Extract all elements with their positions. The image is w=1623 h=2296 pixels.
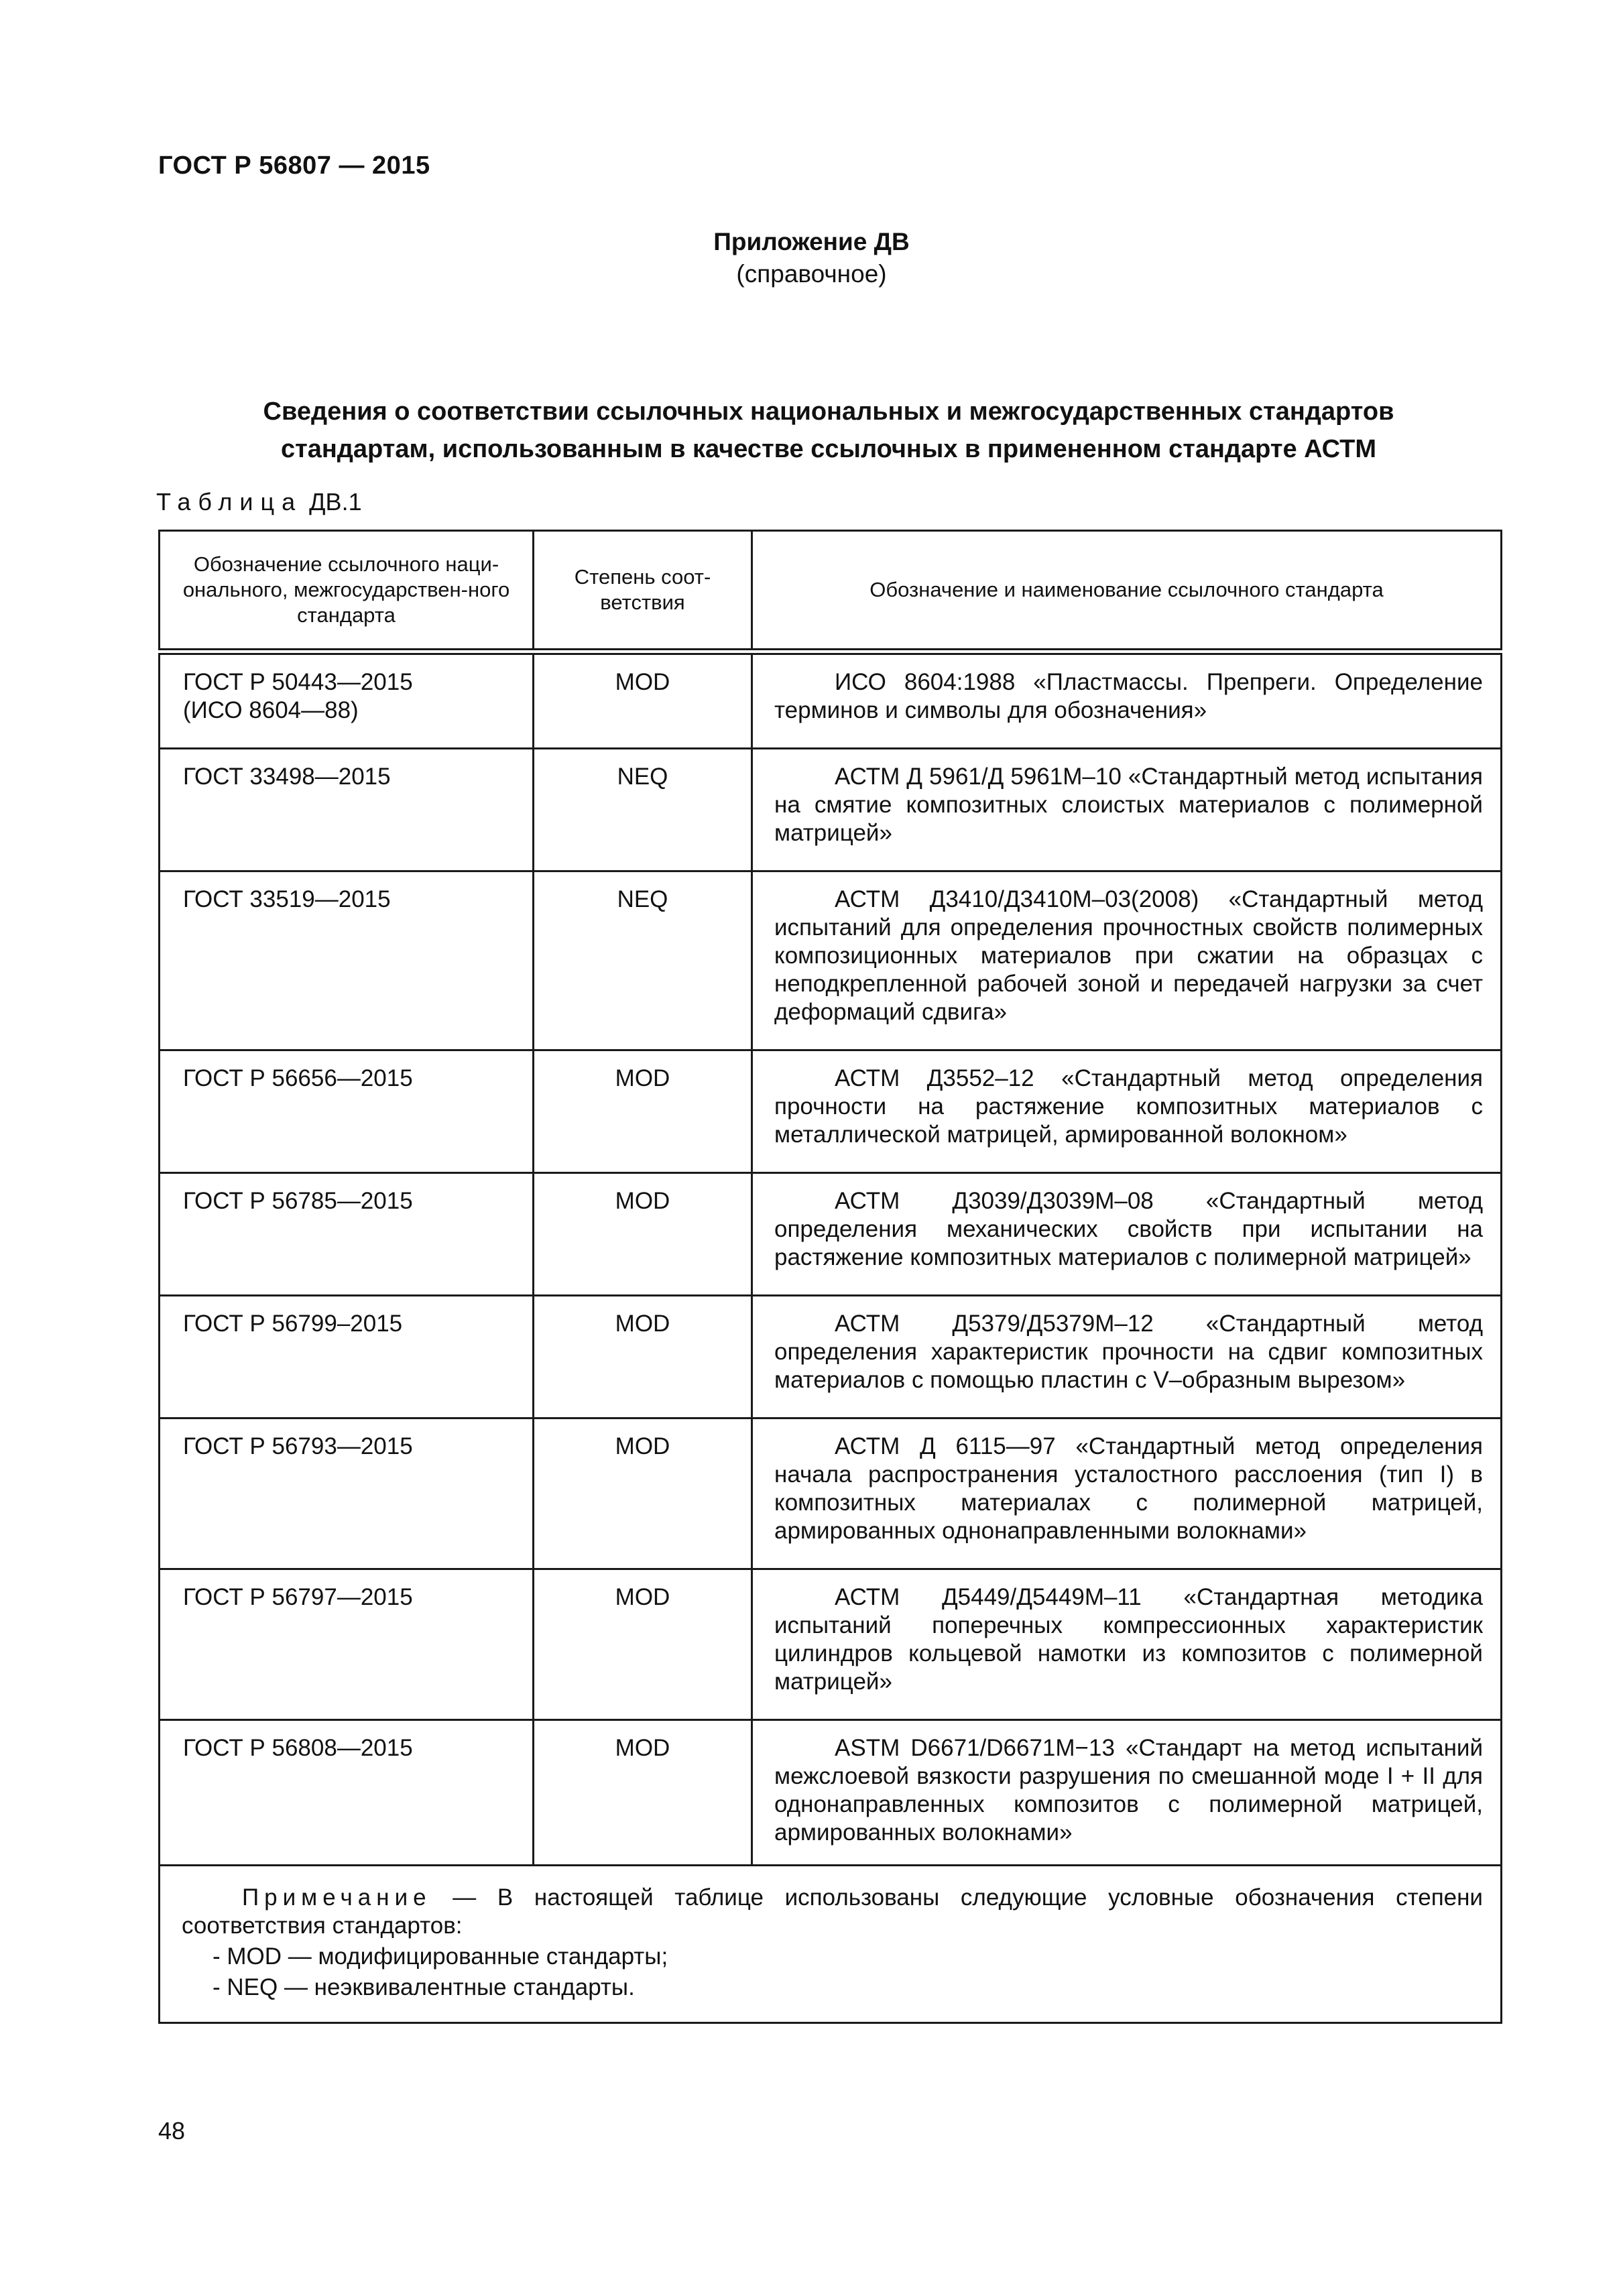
- note-item-neq: - NEQ — неэквивалентные стандарты.: [213, 1974, 635, 2000]
- degree-cell: MOD: [534, 1418, 752, 1569]
- table-note: [160, 1866, 1502, 2023]
- table-row: [160, 749, 1502, 871]
- note-text: — В настоящей таблице использованы следующие условные обозначения степени соответствия стандартов:: [182, 1884, 1483, 1939]
- degree-cell: MOD: [534, 1720, 752, 1866]
- table-row: [160, 1173, 1502, 1296]
- reference-cell: АСТМ Д 6115—97 «Стандартный метод определения начала распространения усталостного расслоения (тип I) в композитных материалах с полимерной матрицей, армированных однонаправленными волокнами»: [752, 1418, 1502, 1569]
- table-row: [160, 1296, 1502, 1418]
- degree-cell: NEQ: [534, 871, 752, 1050]
- reference-cell: АСТМ Д5449/Д5449М–11 «Стандартная методика испытаний поперечных компрессионных характеристик цилиндров кольцевой намотки из композитов с полимерной матрицей»: [752, 1569, 1502, 1720]
- note-lead: [182, 1884, 1483, 1940]
- designation-cell: ГОСТ Р 56799–2015: [160, 1296, 534, 1418]
- reference-cell: ИСО 8604:1988 «Пластмассы. Препреги. Определение терминов и символы для обозначения»: [752, 652, 1502, 749]
- reference-cell: ASTM D6671/D6671M−13 «Стандарт на метод испытаний межслоевой вязкости разрушения по смешанной моде I + II для однонаправленных композитов с полимерной матрицей, армированных волокнами»: [752, 1720, 1502, 1866]
- designation-cell: ГОСТ 33498—2015: [160, 749, 534, 871]
- table-label-word: Таблица: [156, 488, 303, 516]
- degree-cell: MOD: [534, 1296, 752, 1418]
- degree-cell: MOD: [534, 1569, 752, 1720]
- table-note-row: [160, 1866, 1502, 2023]
- reference-cell: АСТМ Д3552–12 «Стандартный метод определения прочности на растяжение композитных материалов с металлической матрицей, армированной волокном»: [752, 1050, 1502, 1173]
- designation-cell: ГОСТ Р 56793—2015: [160, 1418, 534, 1569]
- note-label: Примечание: [242, 1884, 432, 1911]
- table-label: [156, 488, 362, 516]
- reference-cell: АСТМ Д3039/Д3039М–08 «Стандартный метод определения механических свойств при испытании на растяжение композитных материалов с полимерной матрицей»: [752, 1173, 1502, 1296]
- section-title-line-1: Сведения о соответствии ссылочных национальных и межгосударственных стандартов: [263, 398, 1394, 426]
- reference-cell: АСТМ Д 5961/Д 5961М–10 «Стандартный метод испытания на смятие композитных слоистых материалов с полимерной матрицей»: [752, 749, 1502, 871]
- designation-cell: ГОСТ Р 56797—2015: [160, 1569, 534, 1720]
- section-title: [158, 393, 1499, 468]
- table-row: [160, 1569, 1502, 1720]
- table-row: [160, 1418, 1502, 1569]
- note-item-mod: - MOD — модифицированные стандарты;: [213, 1943, 668, 1970]
- table-row: [160, 652, 1502, 749]
- section-title-line-2: стандартам, использованным в качестве ссылочных в примененном стандарте АСТМ: [280, 435, 1377, 463]
- header-reference: Обозначение и наименование ссылочного стандарта: [752, 531, 1502, 652]
- designation-cell: ГОСТ Р 56656—2015: [160, 1050, 534, 1173]
- table-row: [160, 1720, 1502, 1866]
- appendix-title: Приложение ДВ: [713, 228, 910, 255]
- header-designation: Обозначение ссылочного наци-онального, межгосударствен-ного стандарта: [160, 531, 534, 652]
- header-degree: Степень соот-ветствия: [534, 531, 752, 652]
- designation-cell: [160, 652, 534, 749]
- document-code: ГОСТ Р 56807 — 2015: [158, 152, 430, 180]
- table-header-row: [160, 531, 1502, 652]
- table-row: [160, 1050, 1502, 1173]
- degree-cell: NEQ: [534, 749, 752, 871]
- designation: ГОСТ Р 50443—2015: [183, 669, 413, 695]
- designation-sub: (ИСО 8604—88): [183, 697, 359, 723]
- appendix-type: (справочное): [736, 260, 887, 288]
- degree-cell: MOD: [534, 1050, 752, 1173]
- degree-cell: MOD: [534, 652, 752, 749]
- page-number: 48: [158, 2117, 186, 2144]
- degree-cell: MOD: [534, 1173, 752, 1296]
- table-row: [160, 871, 1502, 1050]
- standards-table: [158, 530, 1502, 2024]
- designation-cell: ГОСТ Р 56785—2015: [160, 1173, 534, 1296]
- table-label-number: ДВ.1: [309, 488, 362, 516]
- reference-cell: АСТМ Д3410/Д3410М–03(2008) «Стандартный метод испытаний для определения прочностных свойств полимерных композиционных материалов при сжатии на образцах с неподкрепленной рабочей зоной и передачей нагрузки за счет деформаций сдвига»: [752, 871, 1502, 1050]
- reference-cell: АСТМ Д5379/Д5379М–12 «Стандартный метод определения характеристик прочности на сдвиг композитных материалов с помощью пластин с V–образным вырезом»: [752, 1296, 1502, 1418]
- designation-cell: ГОСТ 33519—2015: [160, 871, 534, 1050]
- designation-cell: ГОСТ Р 56808—2015: [160, 1720, 534, 1866]
